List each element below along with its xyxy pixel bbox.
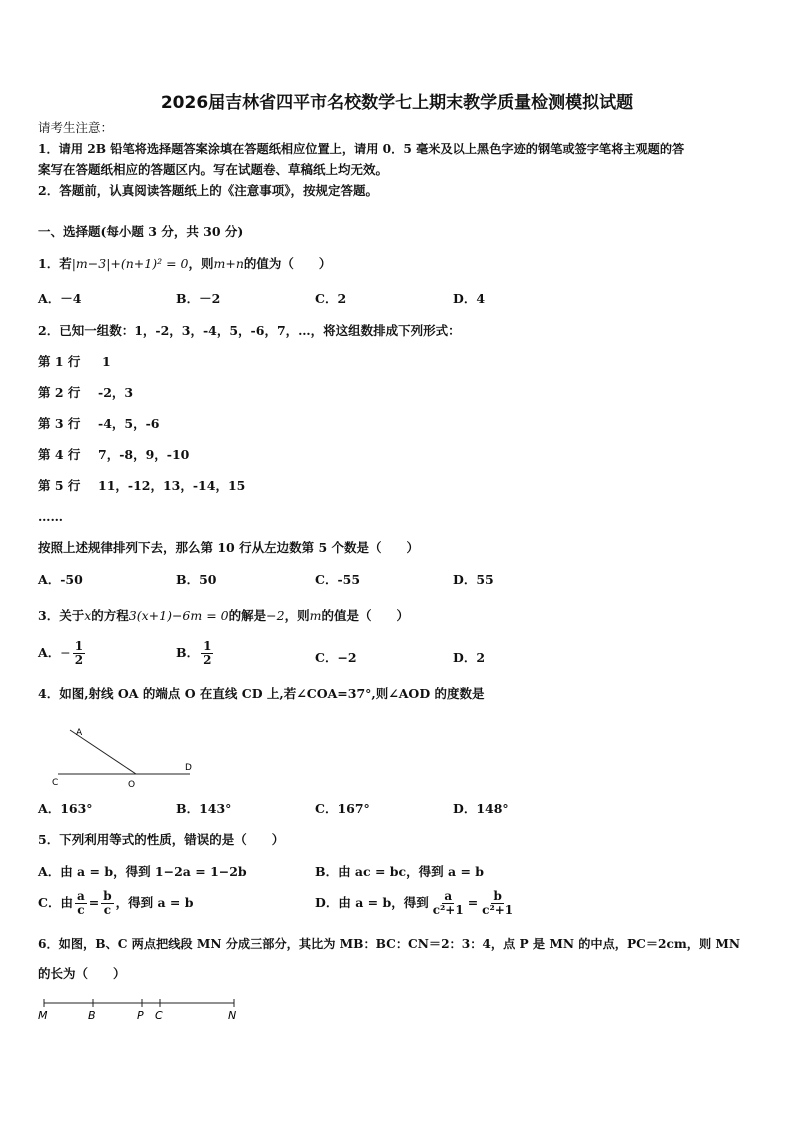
q2-option-d[interactable]: D．55	[453, 572, 494, 587]
q5-option-c-suffix: ，得到 a = b	[115, 895, 194, 910]
label-d: D	[185, 763, 192, 773]
q3-option-b-fraction	[201, 640, 213, 667]
notice-item-2: 2．答题前，认真阅读答题纸上的《注意事项》，按规定答题。	[38, 183, 378, 198]
q2-row-1-label: 第 1 行	[38, 354, 81, 369]
section-heading: 一、选择题(每小题 3 分，共 30 分)	[38, 224, 244, 239]
q1-suffix: 的值为（ ）	[243, 256, 332, 271]
q5-option-c-frac-1	[75, 890, 87, 917]
question-1	[38, 254, 331, 274]
question-2: 2．已知一组数：1，-2，3，-4，5，-6，7，…，将这组数排成下列形式：	[38, 323, 461, 338]
q5-option-d-eq: =	[467, 895, 479, 910]
question-6-line-1: 6．如图，B、C 两点把线段 MN 分成三部分，其比为 MB：BC：CN＝2：3：4，点 P 是 MN 的中点，PC＝2cm，则 MN	[38, 937, 741, 951]
question-3	[38, 606, 409, 626]
q3-option-a-label: A．	[38, 645, 61, 660]
label-b: B	[88, 1009, 96, 1022]
q3-equation: 3(x+1)−6m = 0	[128, 608, 229, 623]
q6-segment-figure	[36, 996, 246, 1024]
q3-mid3: ，则	[284, 608, 310, 623]
label-m: M	[38, 1009, 48, 1022]
question-5: 5．下列利用等式的性质，错误的是（ ）	[38, 832, 285, 847]
q3-option-a-numerator: 1	[74, 639, 84, 653]
label-a: A	[76, 728, 83, 738]
q5-d-num-1: a	[444, 889, 453, 903]
question-6-line-2: 的长为（ ）	[38, 966, 126, 981]
q2-row-3-label: 第 3 行	[38, 416, 81, 431]
page-title: 2026届吉林省四平市名校数学七上期末教学质量检测模拟试题	[160, 93, 634, 113]
q2-row-1-nums: 1	[102, 354, 111, 369]
label-o: O	[128, 780, 136, 790]
q1-option-d[interactable]: D．4	[453, 291, 486, 306]
q1-option-c[interactable]: C．2	[315, 291, 347, 306]
q1-mid: ，则	[188, 256, 214, 271]
q3-prefix: 3．关于	[38, 608, 85, 623]
q3-mid2: 的解是	[228, 608, 267, 623]
q2-option-c[interactable]: C．-55	[315, 572, 361, 587]
q3-option-c[interactable]: C．−2	[315, 650, 357, 665]
q2-row-2-label: 第 2 行	[38, 385, 81, 400]
label-n: N	[228, 1009, 237, 1022]
q1-option-a[interactable]: A．－4	[38, 291, 82, 306]
notice-heading: 请考生注意：	[38, 120, 114, 135]
q3-var-m: m	[309, 608, 322, 623]
q4-option-a[interactable]: A．163°	[38, 801, 93, 816]
q5-option-c[interactable]	[38, 890, 193, 917]
q4-option-c[interactable]: C．167°	[315, 801, 370, 816]
q2-option-b[interactable]: B．50	[176, 572, 217, 587]
q5-c-num-2: b	[103, 889, 112, 903]
q4-angle-figure	[40, 718, 210, 793]
q2-row-4-nums: 7，-8，9，-10	[98, 447, 190, 462]
q5-option-c-frac-2	[101, 890, 113, 917]
q2-row-5-nums: 11，-12，13，-14，15	[98, 478, 246, 493]
q1-expr2: m+n	[213, 256, 244, 271]
q1-prefix: 1．若	[38, 256, 72, 271]
q3-mid: 的方程	[91, 608, 129, 623]
q3-option-b-numerator: 1	[203, 639, 212, 653]
q2-row-5-label: 第 5 行	[38, 478, 81, 493]
q2-row-2-nums: -2，3	[98, 385, 134, 400]
q5-option-d[interactable]	[315, 890, 517, 917]
q5-c-num-1: a	[76, 889, 85, 903]
q2-question: 按照上述规律排列下去，那么第 10 行从左边数第 5 个数是（ ）	[38, 540, 420, 555]
q5-option-d-frac-1	[431, 890, 466, 917]
label-c6: C	[155, 1009, 163, 1022]
q3-option-a-fraction	[73, 640, 85, 667]
q5-d-num-2: b	[493, 889, 502, 903]
q2-row-4-label: 第 4 行	[38, 447, 81, 462]
q3-option-b-label: B．	[176, 645, 200, 660]
q3-suffix: 的值是（ ）	[321, 608, 409, 623]
q3-solution: −2	[266, 608, 285, 623]
notice-item-1b: 案写在答题纸相应的答题区内。写在试题卷、草稿纸上均无效。	[38, 162, 389, 177]
q4-option-d[interactable]: D．148°	[453, 801, 509, 816]
q3-option-a[interactable]	[38, 640, 87, 667]
q5-c-den-1: c	[77, 903, 85, 917]
q3-option-d[interactable]: D．2	[453, 650, 486, 665]
q5-option-a[interactable]: A．由 a = b，得到 1−2a = 1−2b	[38, 864, 247, 879]
q2-ellipsis: ……	[38, 509, 63, 524]
q5-d-den-2: c²+1	[482, 903, 514, 917]
q2-option-a[interactable]: A．-50	[38, 572, 83, 587]
q5-option-b[interactable]: B．由 ac = bc，得到 a = b	[315, 864, 485, 879]
label-c: C	[52, 778, 59, 788]
q1-option-b[interactable]: B．－2	[176, 291, 221, 306]
q5-option-d-frac-2	[480, 890, 515, 917]
label-p: P	[137, 1009, 144, 1022]
q3-option-a-sign: −	[60, 645, 71, 660]
notice-item-1a: 1．请用 2B 铅笔将选择题答案涂填在答题纸相应位置上，请用 0．5 毫米及以上黑色字迹的钢笔或签字笔将主观题的答	[38, 142, 685, 156]
q2-row-3-nums: -4，5，-6	[98, 416, 160, 431]
q3-option-b[interactable]	[176, 640, 215, 667]
q5-option-c-prefix: C．由	[38, 895, 73, 910]
question-4: 4．如图,射线 OA 的端点 O 在直线 CD 上,若∠COA=37°,则∠AOD 的度数是	[38, 686, 485, 701]
q3-option-a-denominator: 2	[74, 653, 84, 667]
q5-c-den-2: c	[103, 903, 112, 917]
q5-option-c-eq: =	[88, 895, 100, 910]
q4-option-b[interactable]: B．143°	[176, 801, 232, 816]
q3-var-x: x	[84, 608, 92, 623]
q1-expr: |m−3|+(n+1)² = 0	[71, 256, 189, 271]
q5-option-d-prefix: D．由 a = b，得到	[315, 895, 429, 910]
q3-option-b-denominator: 2	[203, 653, 212, 667]
q5-d-den-1: c²+1	[432, 903, 464, 917]
